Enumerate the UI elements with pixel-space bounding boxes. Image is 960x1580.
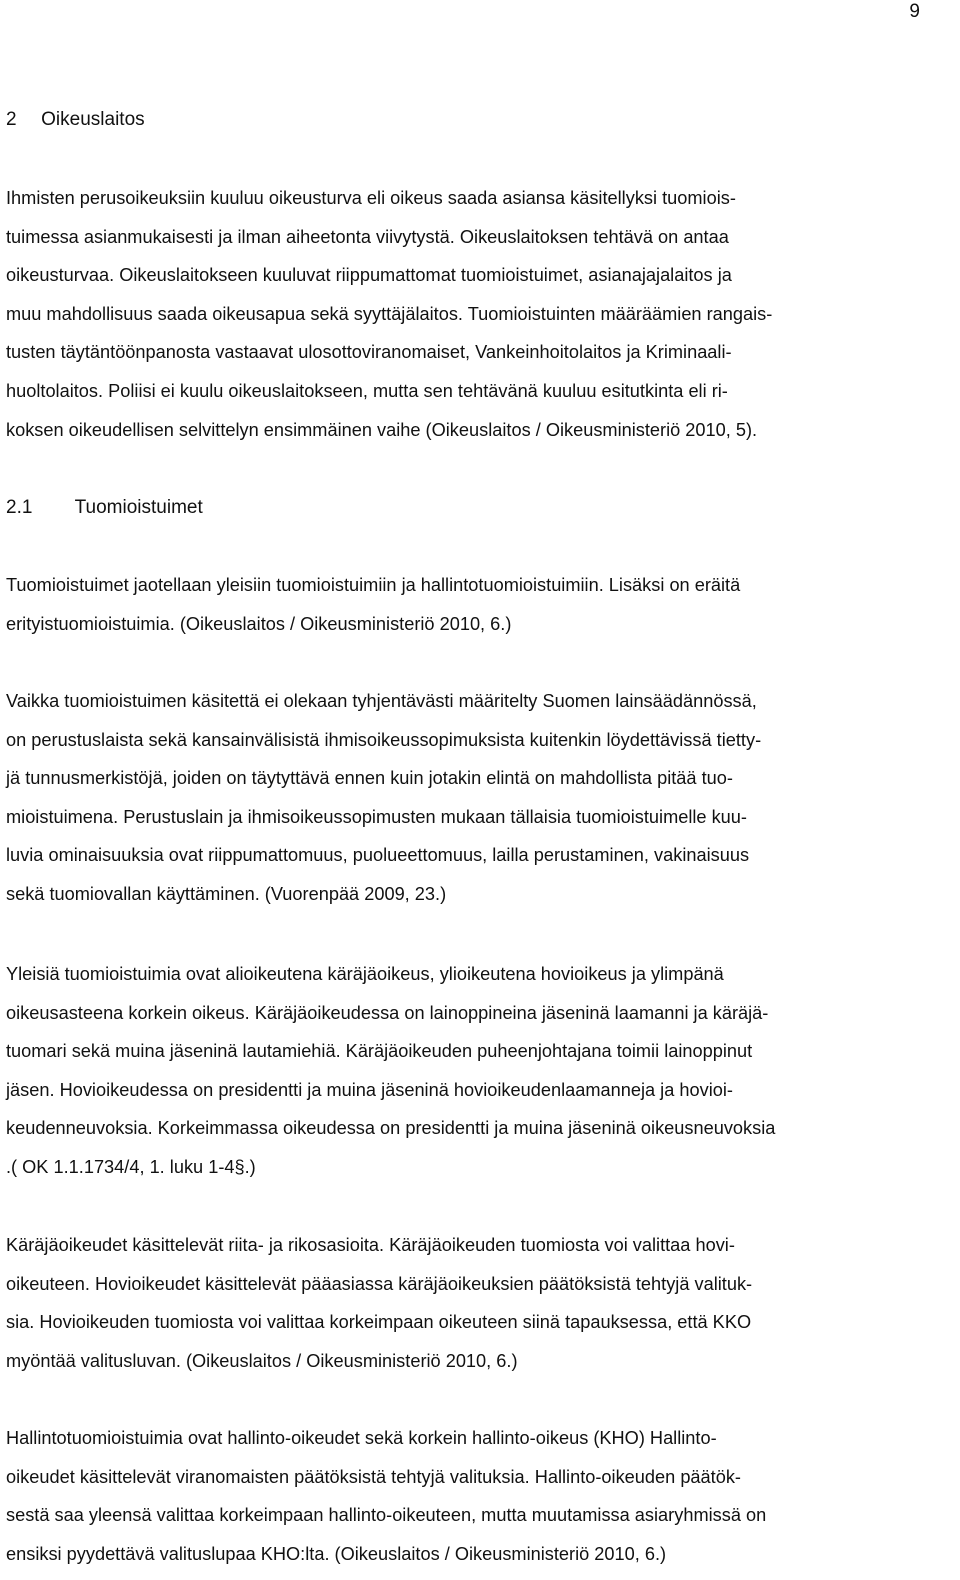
- text-line: koksen oikeudellisen selvittelyn ensimmäinen vaihe (Oikeuslaitos / Oikeusministeriö 2010, 5).: [6, 419, 758, 440]
- text-line: oikeusturvaa. Oikeuslaitokseen kuuluvat riippumattomat tuomioistuimet, asianajajalaitos ja: [6, 265, 732, 286]
- text-line: tuomari sekä muina jäseninä lautamiehiä. Käräjäoikeuden puheenjohtajana toimii lainoppinut: [6, 1041, 753, 1062]
- text-line: Hallintotuomioistuimia ovat hallinto-oikeudet sekä korkein hallinto-oikeus (KHO) Hallinto-: [6, 1428, 717, 1448]
- text-line: oikeusasteena korkein oikeus. Käräjäoikeudessa on lainoppineina jäseninä laamanni ja käräjä-: [6, 1002, 769, 1023]
- text-line: tuimessa asianmukaisesti ja ilman aiheetonta viivytystä. Oikeuslaitoksen tehtävä on antaa: [6, 226, 729, 247]
- paragraph-1: [6, 179, 954, 449]
- text-line: tusten täytäntöönpanosta vastaavat ulosottoviranomaiset, Vankeinhoitolaitos ja Kriminaali-: [6, 342, 732, 363]
- text-line: .( OK 1.1.1734/4, 1. luku 1-4§.): [6, 1156, 256, 1177]
- text-line: Ihmisten perusoikeuksiin kuuluu oikeusturva eli oikeus saada asiansa käsitellyksi tuomiois-: [6, 188, 736, 208]
- text-line: Yleisiä tuomioistuimia ovat alioikeutena käräjäoikeus, ylioikeutena hovioikeus ja ylimpänä: [6, 964, 724, 984]
- text-line: sia. Hovioikeuden tuomiosta voi valittaa korkeimpaan oikeuteen siinä tapauksessa, että KKO: [6, 1312, 752, 1333]
- text-line: mioistuimena. Perustuslain ja ihmisoikeussopimusten mukaan tällaisia tuomioistuimelle kuu-: [6, 806, 747, 827]
- section-number: 2: [6, 109, 17, 130]
- text-line: jä tunnusmerkistöjä, joiden on täytyttävä ennen kuin jotakin elintä on mahdollista pitää tuo-: [6, 768, 733, 789]
- text-line: Tuomioistuimet jaotellaan yleisiin tuomioistuimiin ja hallintotuomioistuimiin. Lisäksi on eräitä: [6, 575, 741, 595]
- text-line: muu mahdollisuus saada oikeusapua sekä syyttäjälaitos. Tuomioistuinten määräämien rangais-: [6, 303, 773, 324]
- text-line: oikeudet käsittelevät viranomaisten päätöksistä tehtyjä valituksia. Hallinto-oikeuden päätök-: [6, 1466, 741, 1487]
- subsection-title: Tuomioistuimet: [74, 497, 203, 518]
- text-line: Vaikka tuomioistuimen käsitettä ei olekaan tyhjentävästi määritelty Suomen lainsäädännössä,: [6, 691, 757, 711]
- text-line: keudenneuvoksia. Korkeimmassa oikeudessa on presidentti ja muina jäseninä oikeusneuvoksia: [6, 1118, 776, 1139]
- text-line: luvia ominaisuuksia ovat riippumattomuus, puolueettomuus, lailla perustaminen, vakinaisuus: [6, 845, 750, 866]
- page-number: 9: [909, 1, 920, 22]
- subsection-heading: [6, 496, 203, 520]
- text-line: sekä tuomiovallan käyttäminen. (Vuorenpää 2009, 23.): [6, 883, 447, 904]
- text-line: huoltolaitos. Poliisi ei kuulu oikeuslaitokseen, mutta sen tehtävänä kuuluu esitutkinta eli ri-: [6, 380, 728, 401]
- paragraph-2: [6, 566, 954, 643]
- paragraph-6: [6, 1419, 954, 1573]
- subsection-number: 2.1: [6, 497, 33, 518]
- text-line: ensiksi pyydettävä valituslupaa KHO:lta. (Oikeuslaitos / Oikeusministeriö 2010, 6.): [6, 1543, 667, 1564]
- paragraph-5: [6, 1226, 954, 1380]
- text-line: myöntää valitusluvan. (Oikeuslaitos / Oikeusministeriö 2010, 6.): [6, 1350, 518, 1371]
- text-line: jäsen. Hovioikeudessa on presidentti ja muina jäseninä hovioikeudenlaamanneja ja hovioi-: [6, 1079, 733, 1100]
- text-line: erityistuomioistuimia. (Oikeuslaitos / Oikeusministeriö 2010, 6.): [6, 613, 512, 634]
- text-line: sestä saa yleensä valittaa korkeimpaan hallinto-oikeuteen, mutta muutamissa asiaryhmissä on: [6, 1505, 767, 1526]
- text-line: Käräjäoikeudet käsittelevät riita- ja rikosasioita. Käräjäoikeuden tuomiosta voi valittaa hovi-: [6, 1235, 735, 1255]
- paragraph-3: [6, 682, 954, 914]
- text-line: oikeuteen. Hovioikeudet käsittelevät pääasiassa käräjäoikeuksien päätöksistä tehtyjä valituk-: [6, 1273, 753, 1294]
- section-heading: [6, 108, 145, 132]
- text-line: on perustuslaista sekä kansainvälisistä ihmisoikeussopimuksista kuitenkin löydettävissä tietty-: [6, 729, 762, 750]
- paragraph-4: [6, 955, 954, 1187]
- section-title: Oikeuslaitos: [41, 109, 145, 130]
